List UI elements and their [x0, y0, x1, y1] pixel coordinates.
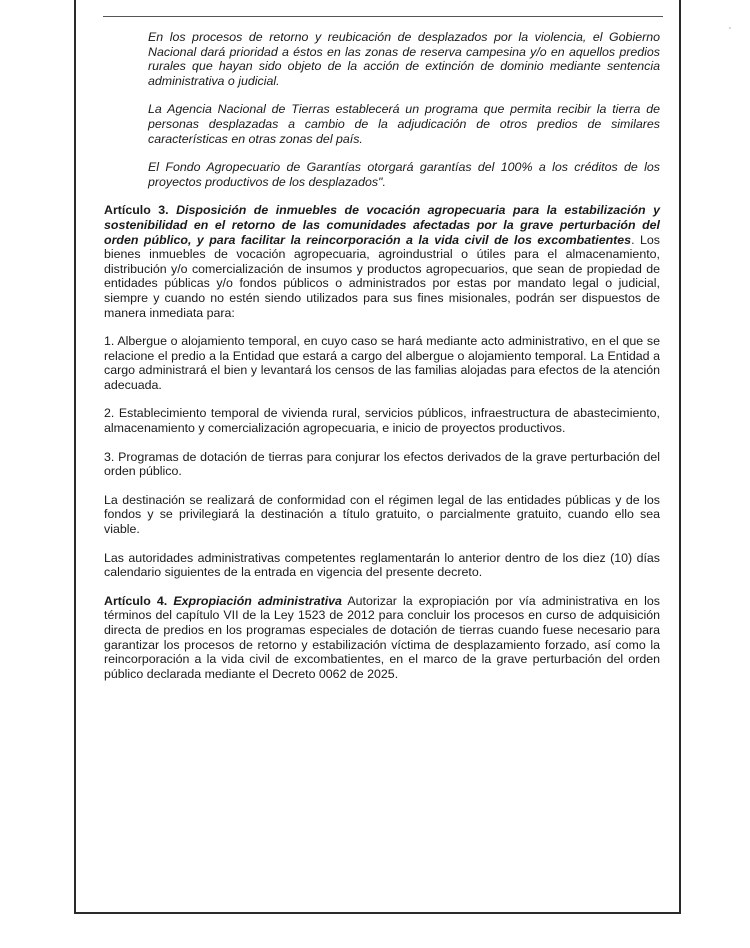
article-4-label: Artículo 4.	[104, 593, 168, 608]
margin-mark: ·	[723, 25, 737, 31]
article-3-title: Disposición de inmuebles de vocación agropecuaria para la estabilización y sostenibilidad en el retorno de las comunidades afectadas por la grave perturbación del orden público, y para facilitar la reincorporación a la vida civil de los excombatientes	[104, 203, 660, 247]
article-4-body: Autorizar la expropiación por vía administrativa en los términos del capítulo VII de la Ley 1523 de 2012 para concluir los procesos en curso de adquisición directa de predios en los programas especiales de dotación de tierras cuando fuese necesario para garantizar los procesos de retorno y estabilización víctima de desplazamiento forzado, así como la reincorporación a la vida civil de excombatientes, en el marco de la grave perturbación del orden público declarada mediante el Decreto 0062 de 2025.	[104, 593, 660, 681]
article-4-title: Expropiación administrativa	[173, 593, 342, 608]
article-3-label: Artículo 3.	[104, 203, 169, 218]
article-3-closing-1: La destinación se realizará de conformidad con el régimen legal de las entidades públicas y de los fondos y se privilegiará la destinación a título gratuito, o parcialmente gratuito, cuando ello sea viable.	[104, 492, 660, 537]
article-4	[104, 594, 660, 682]
document-body	[104, 30, 660, 695]
quoted-paragraph-3: El Fondo Agropecuario de Garantías otorgará garantías del 100% a los créditos de los proyectos productivos de los desplazados".	[148, 160, 660, 189]
article-3-item-2: 2. Establecimiento temporal de vivienda rural, servicios públicos, infraestructura de abastecimiento, almacenamiento y comercialización agropecuaria, e inicio de proyectos productivos.	[104, 406, 660, 436]
article-3-item-3: 3. Programas de dotación de tierras para conjurar los efectos derivados de la grave perturbación del orden público.	[104, 449, 660, 479]
article-3-item-1: 1. Albergue o alojamiento temporal, en cuyo caso se hará mediante acto administrativo, en el que se relacione el predio a la Entidad que estará a cargo del albergue o alojamiento temporal. La Entidad a cargo administrará el bien y levantará los censos de las familias alojadas para efectos de la atención adecuada.	[104, 334, 660, 392]
quoted-paragraph-1: En los procesos de retorno y reubicación de desplazados por la violencia, el Gobierno Nacional dará prioridad a éstos en las zonas de reserva campesina y/o en aquellos predios rurales que hayan sido objeto de la acción de extinción de dominio mediante sentencia administrativa o judicial.	[148, 30, 660, 88]
quoted-paragraph-2: La Agencia Nacional de Tierras establecerá un programa que permita recibir la tierra de personas desplazadas a cambio de la adjudicación de otros predios de similares características en otras zonas del país.	[148, 102, 660, 146]
article-3-body: . Los bienes inmuebles de vocación agropecuaria, agroindustrial o útiles para el almacenamiento, distribución y/o comercialización de insumos y productos agropecuarios, que sean de propiedad de entidades públicas y/o fondos públicos o administrados por estas por mandato legal o judicial, siempre y cuando no estén siendo utilizados para sus fines misionales, podrán ser dispuestos de manera inmediata para:	[104, 232, 660, 320]
top-divider	[103, 16, 663, 17]
article-3	[104, 203, 660, 320]
article-3-closing-2: Las autoridades administrativas competentes reglamentarán lo anterior dentro de los diez (10) días calendario siguientes de la entrada en vigencia del presente decreto.	[104, 550, 660, 580]
